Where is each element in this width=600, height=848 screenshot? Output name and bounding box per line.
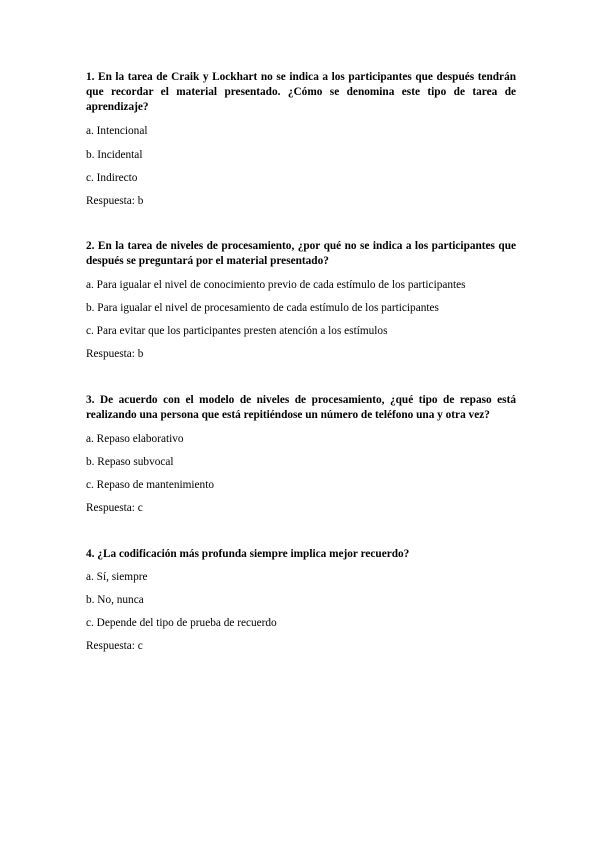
question-3-stem: 3. De acuerdo con el modelo de niveles de procesamiento, ¿qué tipo de repaso está realizando una persona que está repitiéndose un número de teléfono una y otra vez? xyxy=(86,394,516,421)
question-4-stem: 4. ¿La codificación más profunda siempre implica mejor recuerdo? xyxy=(86,548,410,560)
question-4-option-c: c. Depende del tipo de prueba de recuerdo xyxy=(86,617,277,629)
question-3-answer: Respuesta: c xyxy=(86,502,143,514)
question-2-stem: 2. En la tarea de niveles de procesamiento, ¿por qué no se indica a los participantes que después se preguntará por el material presentado? xyxy=(86,240,516,267)
question-3-option-a: a. Repaso elaborativo xyxy=(86,433,184,445)
question-4-answer: Respuesta: c xyxy=(86,640,143,652)
question-1 xyxy=(86,70,516,210)
question-2-option-b: b. Para igualar el nivel de procesamiento de cada estímulo de los participantes xyxy=(86,302,439,314)
question-2-option-a: a. Para igualar el nivel de conocimiento previo de cada estímulo de los participantes xyxy=(86,279,466,291)
question-1-option-b: b. Incidental xyxy=(86,149,143,161)
question-4-option-a: a. Sí, siempre xyxy=(86,571,148,583)
question-1-answer: Respuesta: b xyxy=(86,195,144,207)
question-4-option-b: b. No, nunca xyxy=(86,594,144,606)
question-2 xyxy=(86,239,516,369)
question-2-option-c: c. Para evitar que los participantes presten atención a los estímulos xyxy=(86,325,388,337)
question-3-option-b: b. Repaso subvocal xyxy=(86,456,174,468)
question-1-option-c: c. Indirecto xyxy=(86,172,138,184)
question-1-option-a: a. Intencional xyxy=(86,125,148,137)
question-1-stem: 1. En la tarea de Craik y Lockhart no se indica a los participantes que después tendrán que recordar el material presentado. ¿Cómo se denomina este tipo de tarea de aprendizaje? xyxy=(86,71,516,113)
question-3-option-c: c. Repaso de mantenimiento xyxy=(86,479,214,491)
question-3 xyxy=(86,393,516,523)
question-4 xyxy=(86,547,516,657)
question-2-answer: Respuesta: b xyxy=(86,348,144,360)
